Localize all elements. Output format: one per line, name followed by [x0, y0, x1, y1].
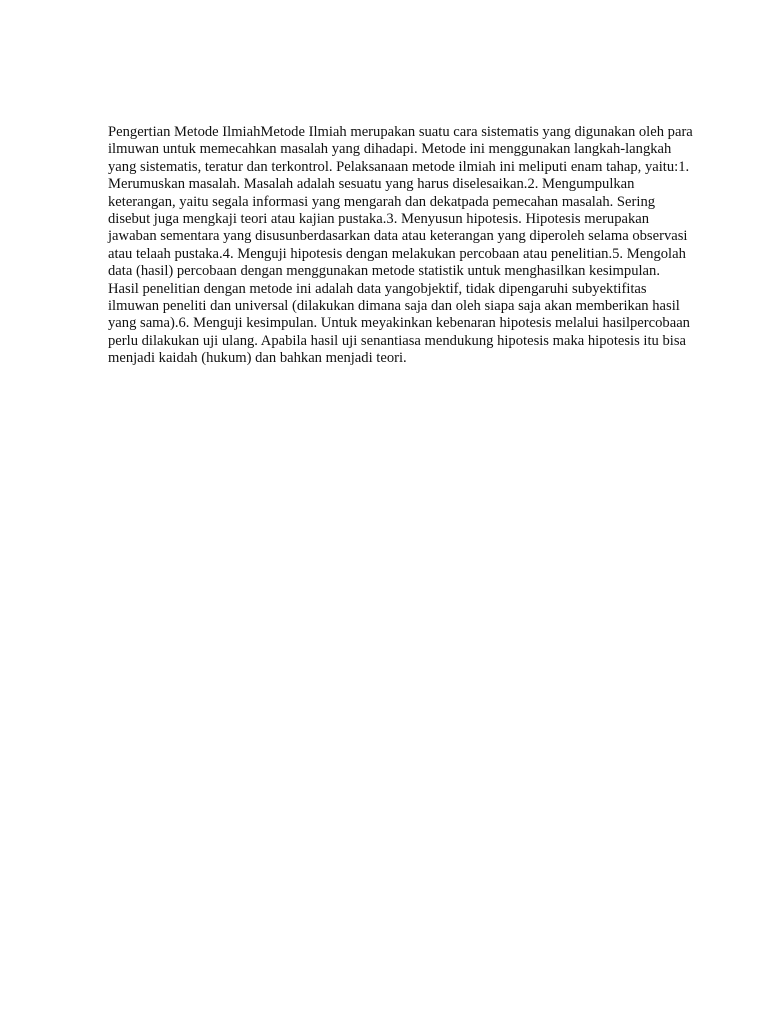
document-paragraph: Pengertian Metode IlmiahMetode Ilmiah merupakan suatu cara sistematis yang digunakan oleh para ilmuwan untuk memecahkan masalah yang dihadapi. Metode ini menggunakan langkah-langkah yang sistematis, teratur dan terkontrol. Pelaksanaan metode ilmiah ini meliputi enam tahap, yaitu:1. Merumuskan masalah. Masalah adalah sesuatu yang harus diselesaikan.2. Mengumpulkan keterangan, yaitu segala informasi yang mengarah dan dekatpada pemecahan masalah. Sering disebut juga mengkaji teori atau kajian pustaka.3. Menyusun hipotesis. Hipotesis merupakan jawaban sementara yang disusunberdasarkan data atau keterangan yang diperoleh selama observasi atau telaah pustaka.4. Menguji hipotesis dengan melakukan percobaan atau penelitian.5. Mengolah data (hasil) percobaan dengan menggunakan metode statistik untuk menghasilkan kesimpulan. Hasil penelitian dengan metode ini adalah data yangobjektif, tidak dipengaruhi subyektifitas ilmuwan peneliti dan universal (dilakukan dimana saja dan oleh siapa saja akan memberikan hasil yang sama).6. Menguji kesimpulan. Untuk meyakinkan kebenaran hipotesis melalui hasilpercobaan perlu dilakukan uji ulang. Apabila hasil uji senantiasa mendukung hipotesis maka hipotesis itu bisa menjadi kaidah (hukum) dan bahkan menjadi teori.: [108, 124, 693, 367]
